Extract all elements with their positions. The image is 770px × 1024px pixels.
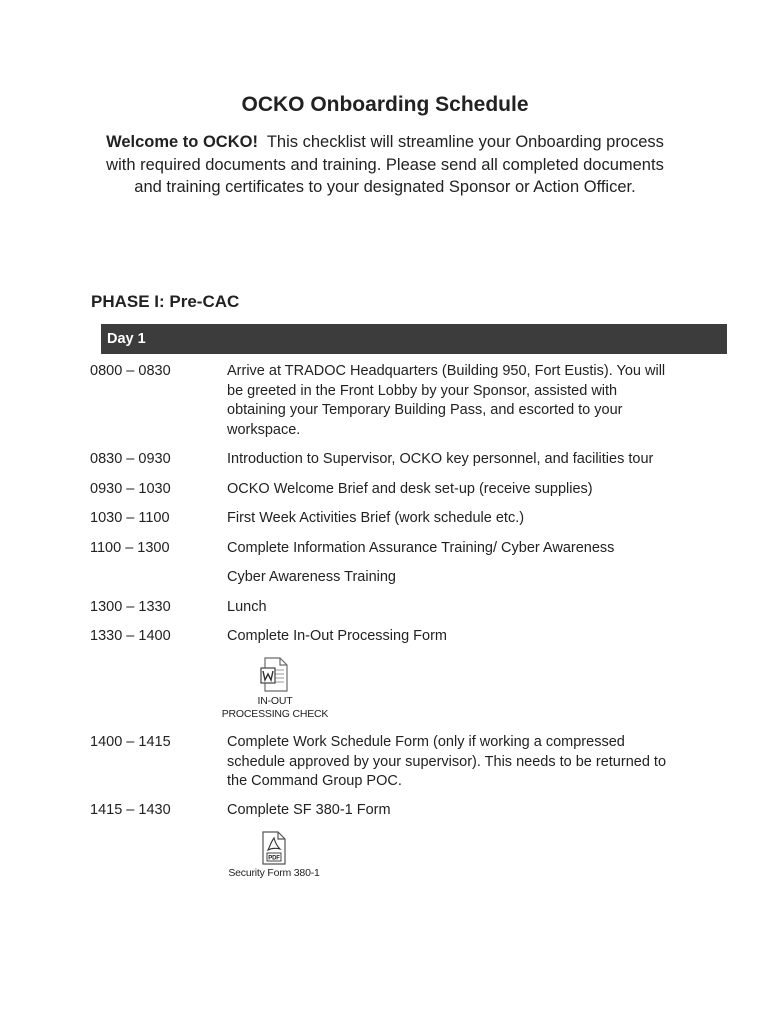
page-title: OCKO Onboarding Schedule <box>241 93 529 116</box>
schedule-activity: Complete Work Schedule Form (only if working a compressed schedule approved by your supervisor). This needs to be returned to the Command Group POC. <box>227 734 667 789</box>
day-header: Day 1 <box>101 324 727 354</box>
in-out-processing-attachment[interactable] <box>220 657 330 721</box>
schedule-activity: Arrive at TRADOC Headquarters (Building 950, Fort Eustis). You will be greeted in the Front Lobby by your Sponsor, assisted with obtaining your Temporary Building Pass, and escorted to your workspace. <box>227 363 666 438</box>
attachment-label: Security Form 380-1 <box>228 867 320 879</box>
schedule-activity: Complete In-Out Processing Form <box>227 628 447 644</box>
schedule-time: 1330 – 1400 <box>90 628 171 644</box>
word-document-icon <box>260 657 290 693</box>
schedule-time: 1300 – 1330 <box>90 599 171 615</box>
intro-welcome: Welcome to OCKO! <box>106 133 258 151</box>
security-form-attachment[interactable] <box>222 831 326 880</box>
schedule-time: 1400 – 1415 <box>90 734 171 750</box>
attachment-label: IN-OUT <box>257 695 293 707</box>
schedule-time: 1415 – 1430 <box>90 802 171 818</box>
schedule-activity: Lunch <box>227 599 267 615</box>
schedule-time: 1100 – 1300 <box>90 540 170 556</box>
phase-heading: PHASE I: Pre-CAC <box>91 292 240 311</box>
schedule-time: 0800 – 0830 <box>90 363 171 379</box>
schedule-activity: Introduction to Supervisor, OCKO key personnel, and facilities tour <box>227 451 654 467</box>
schedule-activity: First Week Activities Brief (work schedule etc.) <box>227 510 525 526</box>
attachment-label: PROCESSING CHECK <box>221 708 329 720</box>
schedule-activity: OCKO Welcome Brief and desk set-up (receive supplies) <box>227 481 593 497</box>
schedule-time: 0830 – 0930 <box>90 451 171 467</box>
schedule-activity: Complete SF 380-1 Form <box>227 802 391 818</box>
schedule-activity: Cyber Awareness Training <box>227 569 396 585</box>
pdf-document-icon <box>261 831 287 865</box>
schedule-time: 0930 – 1030 <box>90 481 171 497</box>
intro-paragraph <box>92 131 678 199</box>
svg-text:PDF: PDF <box>268 855 280 862</box>
schedule-activity: Complete Information Assurance Training/ Cyber Awareness <box>227 540 615 556</box>
intro-text: This checklist will streamline your Onboarding process with required documents and training. Please send all completed documents and training certificates to your designated Sponsor or Action Officer. <box>106 133 664 196</box>
schedule-time: 1030 – 1100 <box>90 510 170 526</box>
